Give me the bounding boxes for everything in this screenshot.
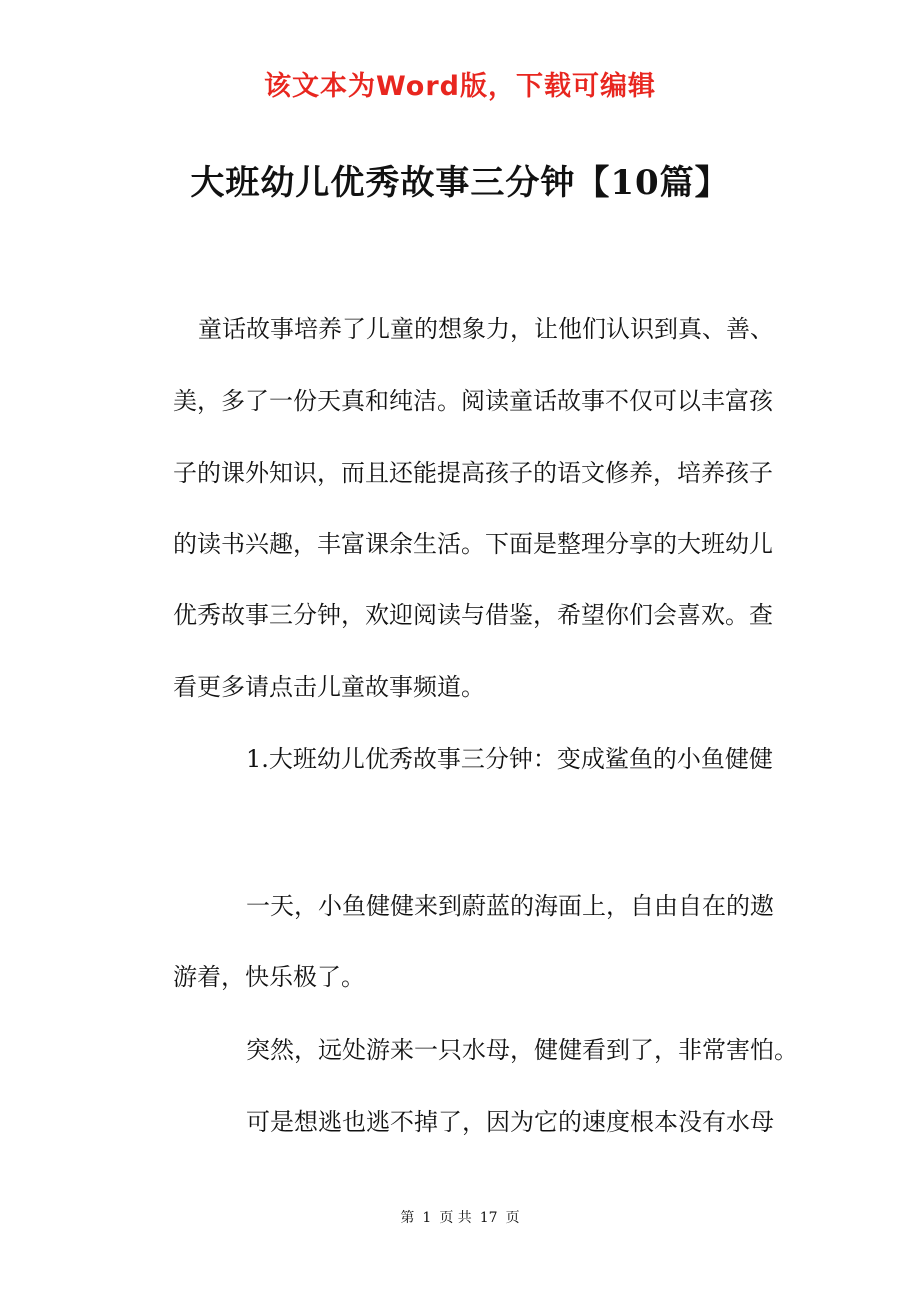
intro-line: 童话故事培养了儿童的想象力，让他们认识到真、善、 — [198, 315, 774, 343]
story-line: 一天，小鱼健健来到蔚蓝的海面上，自由自在的遨 — [246, 892, 774, 920]
intro-line: 美，多了一份天真和纯洁。阅读童话故事不仅可以丰富孩 — [173, 387, 773, 415]
intro-line: 优秀故事三分钟，欢迎阅读与借鉴，希望你们会喜欢。查 — [173, 601, 773, 629]
section-heading: 1.大班幼儿优秀故事三分钟：变成鲨鱼的小鱼健健 — [246, 745, 773, 773]
story-line: 游着，快乐极了。 — [173, 963, 365, 991]
current-page-number: 1 — [422, 1210, 432, 1226]
footer-mid: 页 共 — [439, 1210, 472, 1226]
total-page-number: 17 — [479, 1210, 498, 1226]
story-line: 可是想逃也逃不掉了，因为它的速度根本没有水母 — [246, 1108, 774, 1136]
footer-suffix: 页 — [505, 1210, 520, 1226]
intro-line: 看更多请点击儿童故事频道。 — [173, 673, 485, 701]
story-line: 突然，远处游来一只水母，健健看到了，非常害怕。 — [246, 1036, 798, 1064]
document-title: 大班幼儿优秀故事三分钟【10篇】 — [190, 163, 730, 203]
intro-line: 子的课外知识，而且还能提高孩子的语文修养，培养孩子 — [173, 459, 773, 487]
page-footer — [0, 1207, 920, 1227]
intro-line: 的读书兴趣，丰富课余生活。下面是整理分享的大班幼儿 — [173, 530, 773, 558]
footer-prefix: 第 — [400, 1210, 415, 1226]
download-banner: 该文本为Word版，下载可编辑 — [263, 71, 656, 102]
